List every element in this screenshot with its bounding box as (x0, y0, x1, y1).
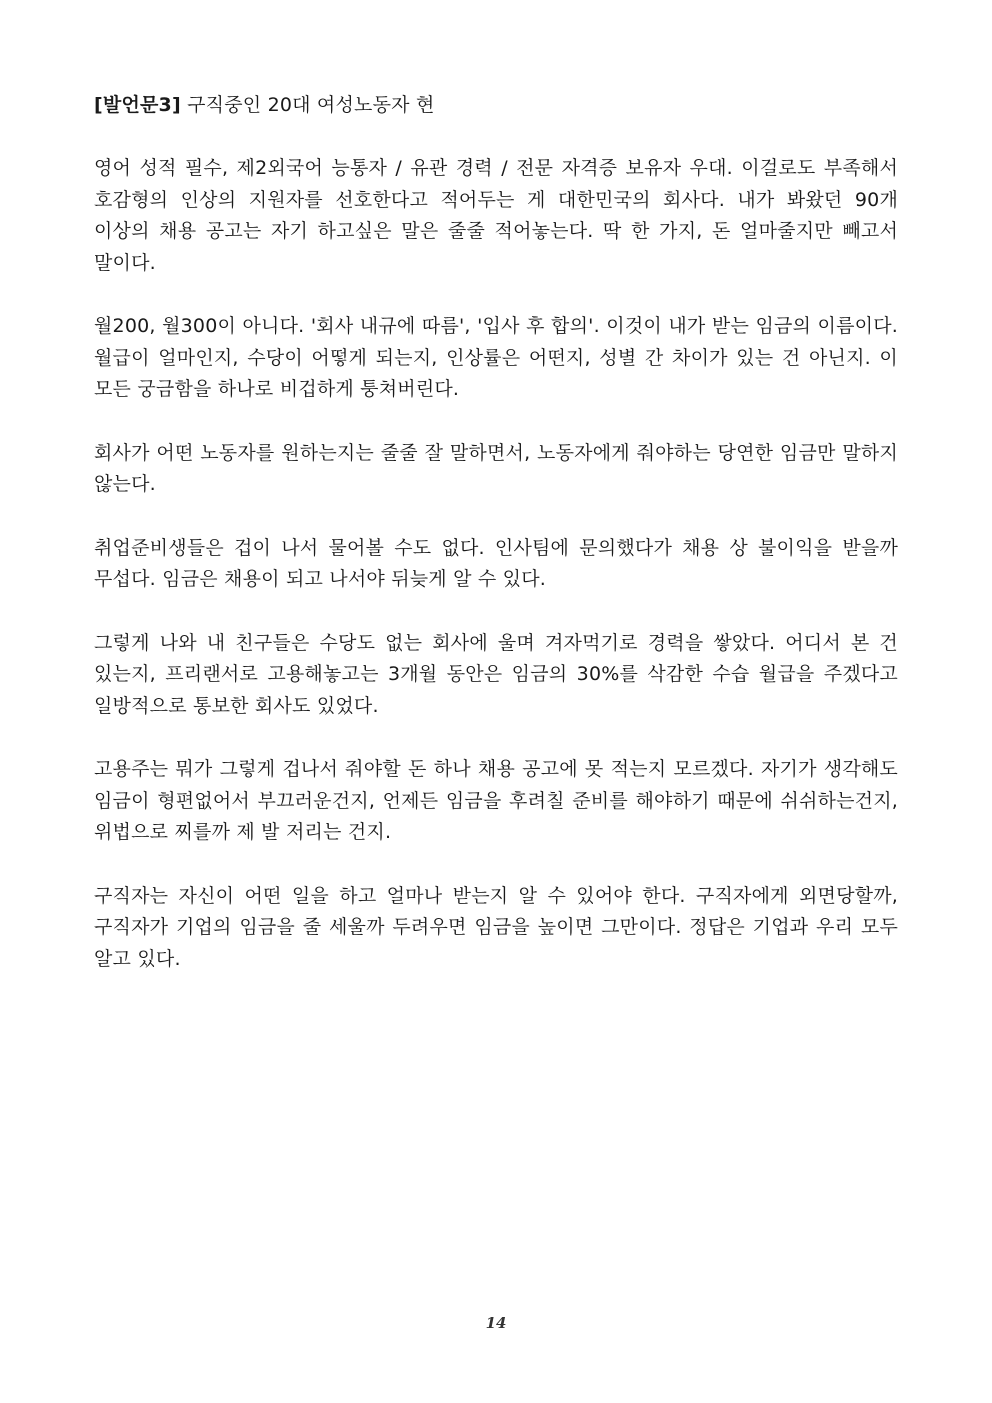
document-body (94, 90, 898, 1007)
paragraph-1: 영어 성적 필수, 제2외국어 능통자 / 유관 경력 / 전문 자격증 보유자 우대. 이걸로도 부족해서 호감형의 인상의 지원자를 선호한다고 적어두는 게 대한민국의 회사다. 내가 봐왔던 90개 이상의 채용 공고는 자기 하고싶은 말은 줄줄 적어놓는다. 딱 한 가지, 돈 얼마줄지만 빼고서 말이다. (94, 157, 898, 274)
statement-title: 구직중인 20대 여성노동자 현 (187, 94, 435, 116)
page-number: 14 (485, 1314, 507, 1332)
paragraph-7: 구직자는 자신이 어떤 일을 하고 얼마나 받는지 알 수 있어야 한다. 구직자에게 외면당할까, 구직자가 기업의 임금을 줄 세울까 두려우면 임금을 높이면 그만이다. 정답은 기업과 우리 모두 알고 있다. (94, 884, 898, 970)
paragraph-3: 회사가 어떤 노동자를 원하는지는 줄줄 잘 말하면서, 노동자에게 줘야하는 당연한 임금만 말하지 않는다. (94, 441, 898, 495)
paragraph-5: 그렇게 나와 내 친구들은 수당도 없는 회사에 울며 겨자먹기로 경력을 쌓았다. 어디서 본 건 있는지, 프리랜서로 고용해놓고는 3개월 동안은 임금의 30%를 삭감한 수습 월급을 주겠다고 일방적으로 통보한 회사도 있었다. (94, 631, 898, 717)
paragraph-4: 취업준비생들은 겁이 나서 물어볼 수도 없다. 인사팀에 문의했다가 채용 상 불이익을 받을까 무섭다. 임금은 채용이 되고 나서야 뒤늦게 알 수 있다. (94, 536, 898, 590)
paragraph-2: 월200, 월300이 아니다. '회사 내규에 따름', '입사 후 합의'. 이것이 내가 받는 임금의 이름이다. 월급이 얼마인지, 수당이 어떻게 되는지, 인상률은 어떤지, 성별 간 차이가 있는 건 아닌지. 이 모든 궁금함을 하나로 비겁하게 퉁쳐버린다. (94, 315, 898, 400)
statement-heading (94, 90, 898, 121)
paragraph-6: 고용주는 뭐가 그렇게 겁나서 줘야할 돈 하나 채용 공고에 못 적는지 모르겠다. 자기가 생각해도 임금이 형편없어서 부끄러운건지, 언제든 임금을 후려칠 준비를 해야하기 때문에 쉬쉬하는건지, 위법으로 찌를까 제 발 저리는 건지. (94, 758, 898, 843)
statement-tag: [발언문3] (94, 94, 181, 116)
